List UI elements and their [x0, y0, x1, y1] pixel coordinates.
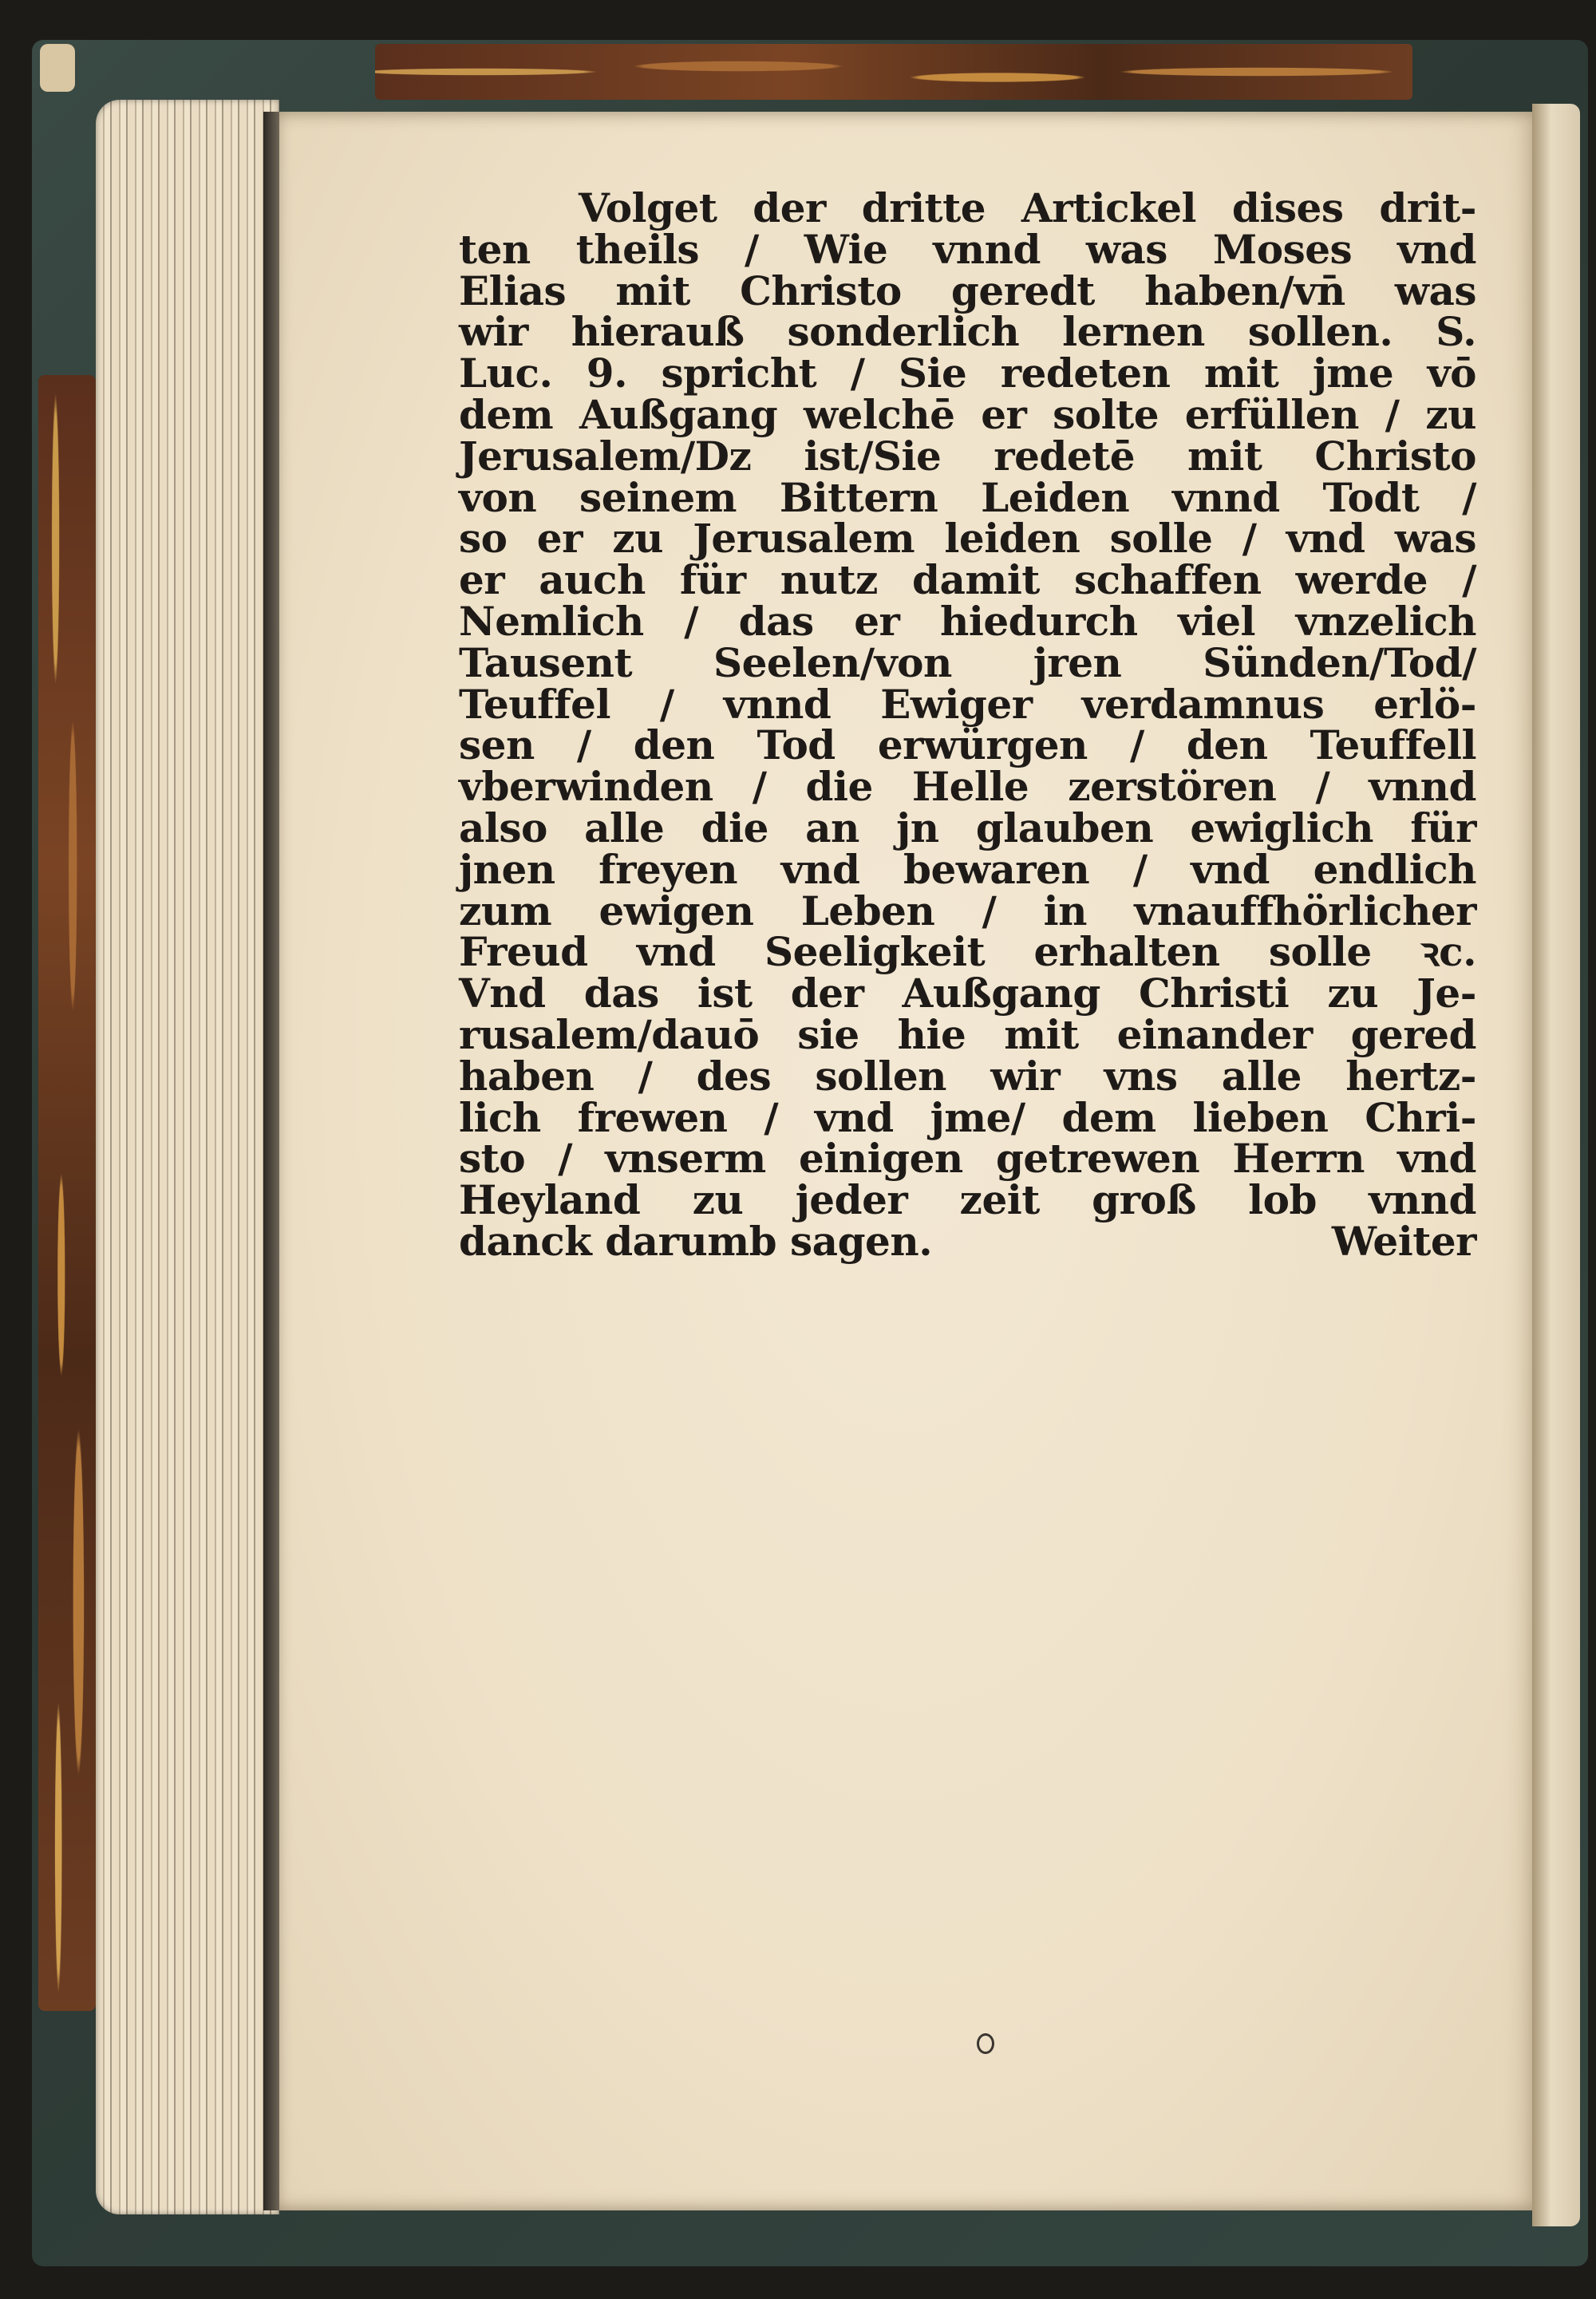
text-line: rusalem/dauō sie hie mit einander gered — [459, 1010, 1476, 1058]
text-line: wir hierauß sonderlich lernen sollen. S. — [459, 308, 1476, 356]
page-text — [459, 184, 1476, 1265]
marbled-spine — [38, 375, 96, 2011]
text-line: Volget der dritte Artickel dises drit- — [579, 184, 1476, 231]
text-line: haben / des sollen wir vns alle hertz- — [459, 1052, 1476, 1100]
text-line: Luc. 9. spricht / Sie redeten mit jme vō — [459, 350, 1476, 397]
text-line: Elias mit Christo geredt haben/vn̄ was — [459, 267, 1476, 314]
cover-corner — [40, 44, 75, 92]
marbled-edge-top — [375, 44, 1412, 100]
text-line: dem Außgang welchē er solte erfüllen / zu — [459, 390, 1476, 438]
text-line: Heyland zu jeder zeit groß lob vnnd — [459, 1176, 1476, 1224]
text-line: vberwinden / die Helle zerstören / vnnd — [459, 763, 1476, 811]
text-line: Teuffel / vnnd Ewiger verdamnus erlö- — [459, 680, 1476, 728]
text-line: lich frewen / vnd jme/ dem lieben Chri- — [459, 1093, 1476, 1141]
text-line: jnen freyen vnd bewaren / vnd endlich — [459, 845, 1476, 893]
text-line: Jerusalem/Dz ist/Sie redetē mit Christo — [459, 432, 1476, 480]
final-line — [459, 1217, 1476, 1265]
text-line: Nemlich / das er hiedurch viel vnzelich — [459, 597, 1476, 645]
text-line: sen / den Tod erwürgen / den Teuffell — [459, 721, 1476, 769]
text-line: zum ewigen Leben / in vnauffhörlicher — [459, 887, 1476, 934]
final-line-text: danck darumb sagen. — [459, 1217, 933, 1265]
catchword: Weiter — [1331, 1217, 1476, 1265]
text-line: Freud vnd Seeligkeit erhalten solle ꝛc. — [459, 928, 1476, 976]
page-mark — [977, 2033, 994, 2054]
gutter-shadow — [263, 112, 279, 2210]
facing-page-edge — [1532, 104, 1580, 2226]
text-line: also alle die an jn glauben ewiglich für — [459, 804, 1476, 851]
text-line: er auch für nutz damit schaffen werde / — [459, 556, 1476, 604]
text-line: ten theils / Wie vnnd was Moses vnd — [459, 225, 1476, 273]
text-line: so er zu Jerusalem leiden solle / vnd was — [459, 515, 1476, 563]
text-line: Vnd das ist der Außgang Christi zu Je- — [459, 970, 1476, 1017]
text-line: Tausent Seelen/von jren Sünden/Tod/ — [459, 638, 1476, 686]
page-edges — [96, 100, 279, 2214]
text-line: sto / vnserm einigen getrewen Herrn vnd — [459, 1135, 1476, 1183]
text-line: von seinem Bittern Leiden vnnd Todt / — [459, 473, 1476, 521]
